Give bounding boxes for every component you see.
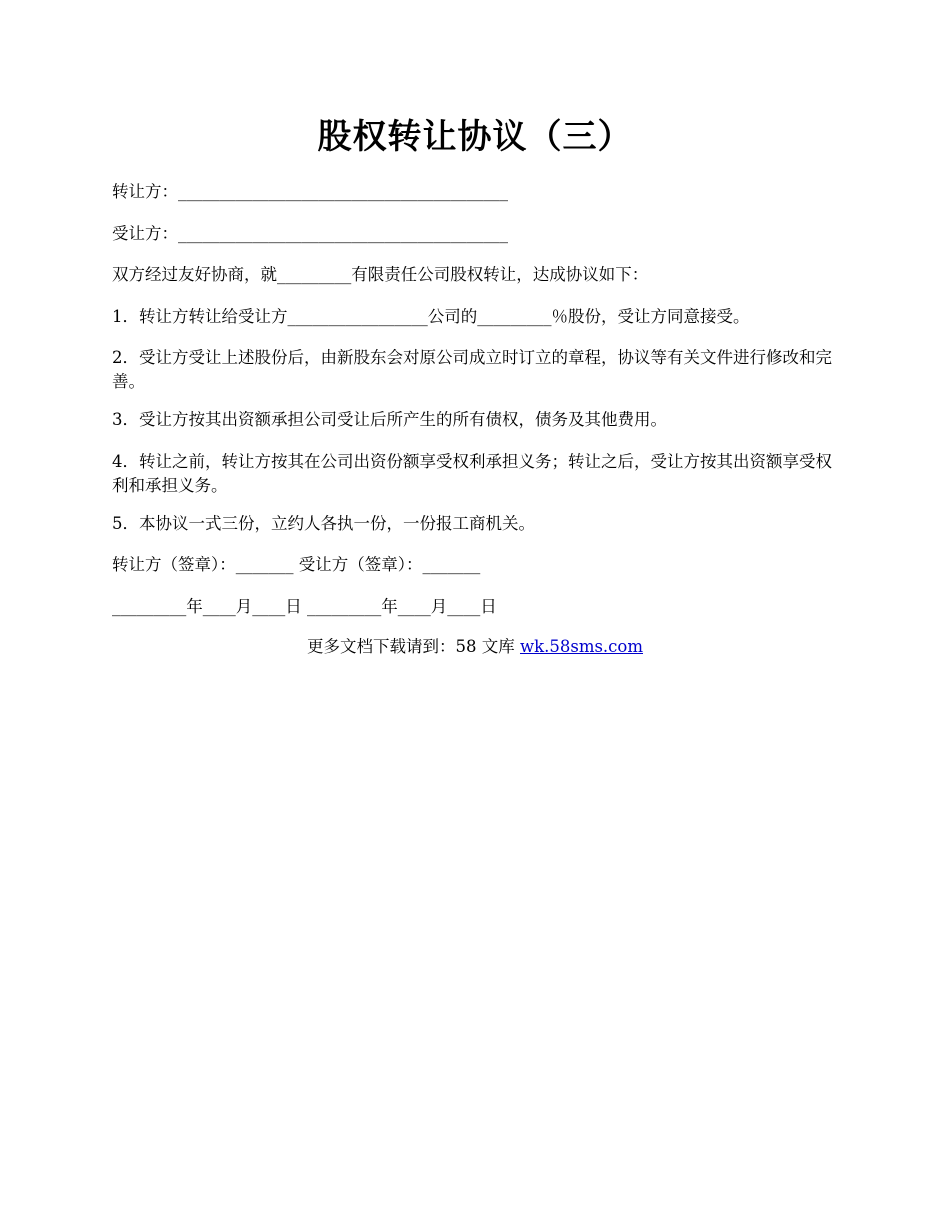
transferor-line: 转让方：________________________________________ [112,182,508,201]
clause-1: 1．转让方转让给受让方_________________公司的_________％股份，受让方同意接受。 [112,307,750,326]
document-title: 股权转让协议（三） [317,117,633,157]
clause-3: 3．受让方按其出资额承担公司受让后所产生的所有债权，债务及其他费用。 [112,410,667,429]
signature-line: 转让方（签章）：_______ 受让方（签章）：_______ [112,555,481,574]
footer-note [0,635,950,659]
footer-prefix: 更多文档下载请到：58 文库 [306,637,520,656]
clause-4: 4．转让之前，转让方按其在公司出资份额享受权利承担义务；转让之后，受让方按其出资额享受权利和承担义务。 [112,452,832,495]
footer-link[interactable]: wk.58sms.com [519,637,643,656]
clause-2: 2．受让方受让上述股份后，由新股东会对原公司成立时订立的章程，协议等有关文件进行修改和完善。 [112,348,832,391]
date-line: _________年____月____日 _________年____月____日 [112,597,497,616]
clause-5: 5．本协议一式三份，立约人各执一份，一份报工商机关。 [112,514,535,533]
intro-paragraph: 双方经过友好协商，就_________有限责任公司股权转让，达成协议如下： [112,265,649,284]
transferee-line: 受让方：________________________________________ [112,224,508,243]
